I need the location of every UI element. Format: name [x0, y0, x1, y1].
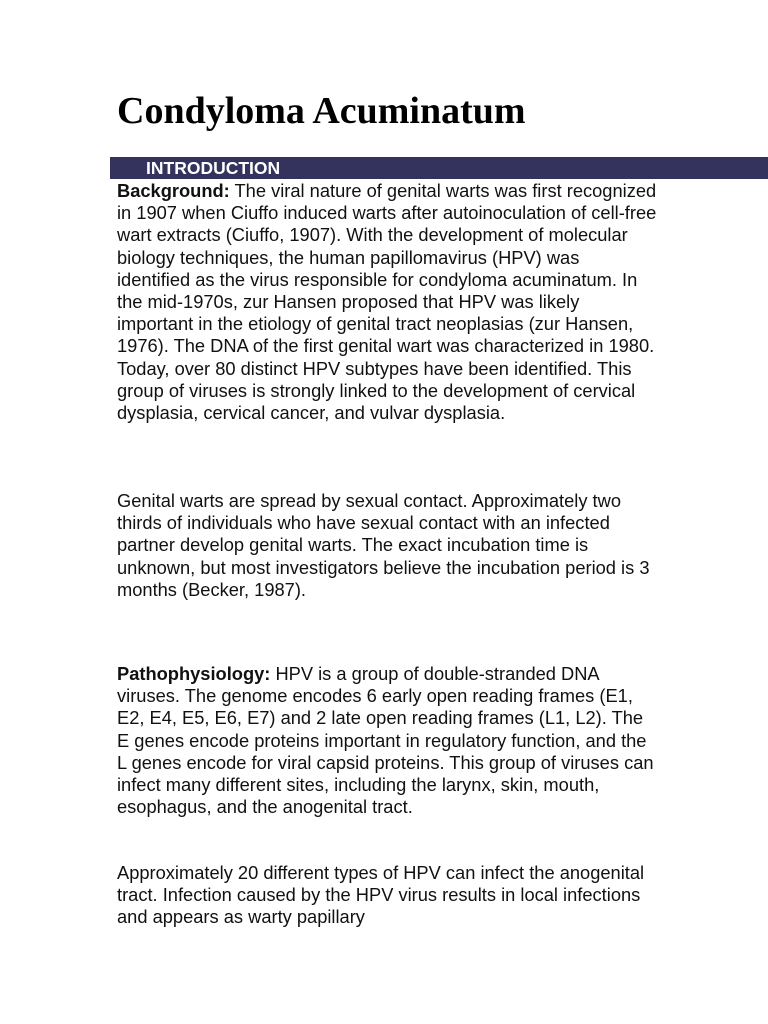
paragraph-transmission [117, 490, 657, 601]
section-header-bar [110, 157, 768, 179]
paragraph-text-background: The viral nature of genital warts was first recognized in 1907 when Ciuffo induced warts after autoinoculation of cell-free wart extracts (Ciuffo, 1907). With the development of molecular biology techniques, the human papillomavirus (HPV) was identified as the virus responsible for condyloma acuminatum. In the mid-1970s, zur Hansen proposed that HPV was likely important in the etiology of genital tract neoplasias (zur Hansen, 1976). The DNA of the first genital wart was characterized in 1980. Today, over 80 distinct HPV subtypes have been identified. This group of viruses is strongly linked to the development of cervical dysplasia, cervical cancer, and vulvar dysplasia. [117, 180, 657, 424]
paragraph-background [117, 180, 657, 424]
paragraph-hpv-types [117, 862, 657, 929]
paragraph-pathophysiology [117, 663, 657, 818]
paragraph-text-transmission: Genital warts are spread by sexual contact. Approximately two thirds of individuals who have sexual contact with an infected partner develop genital warts. The exact incubation time is unknown, but most investigators believe the incubation period is 3 months (Becker, 1987). [117, 490, 650, 600]
paragraph-text-hpv-types: Approximately 20 different types of HPV can infect the anogenital tract. Infection caused by the HPV virus results in local infections and appears as warty papillary [117, 862, 645, 928]
document-title: Condyloma Acuminatum [117, 90, 526, 132]
paragraph-lead-pathophysiology: Pathophysiology: [117, 663, 271, 684]
paragraph-text-pathophysiology: HPV is a group of double-stranded DNA viruses. The genome encodes 6 early open reading frames (E1, E2, E4, E5, E6, E7) and 2 late open reading frames (L1, L2). The E genes encode proteins important in regulatory function, and the L genes encode for viral capsid proteins. This group of viruses can infect many different sites, including the larynx, skin, mouth, esophagus, and the anogenital tract. [117, 663, 654, 818]
section-header-label: INTRODUCTION [146, 158, 281, 178]
paragraph-lead-background: Background: [117, 180, 230, 201]
